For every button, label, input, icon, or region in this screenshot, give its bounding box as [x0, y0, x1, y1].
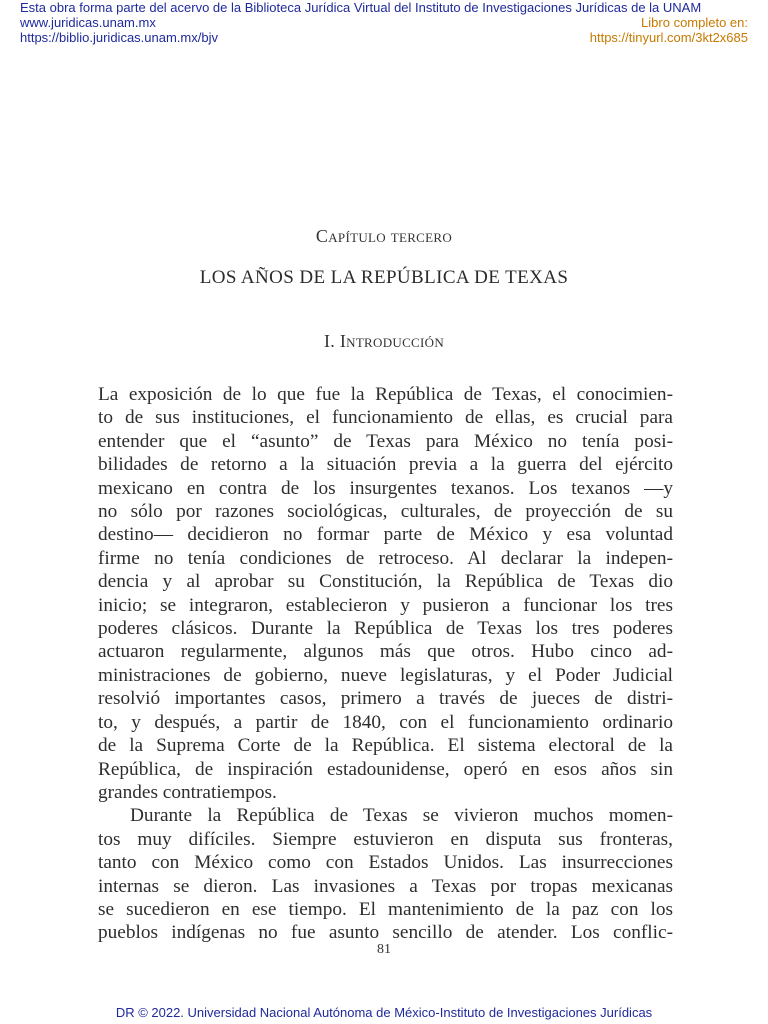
- text-line: bilidades de retorno a la situación previa a la guerra del ejército: [98, 454, 673, 476]
- text-line: tos muy difíciles. Siempre estuvieron en disputa sus fronteras,: [98, 828, 673, 850]
- text-line: se sucedieron en ese tiempo. El mantenimiento de la paz con los: [98, 898, 673, 920]
- text-line: to, y después, a partir de 1840, con el funcionamiento ordinario: [98, 711, 673, 733]
- header-notice-link[interactable]: Esta obra forma parte del acervo de la Biblioteca Jurídica Virtual del Instituto de Investigaciones Jurídicas de la UNAM: [20, 0, 702, 15]
- text-line: de la Suprema Corte de la República. El sistema electoral de la: [98, 735, 673, 757]
- library-url-link[interactable]: https://biblio.juridicas.unam.mx/bjv: [20, 30, 218, 45]
- body-text: [98, 383, 673, 945]
- header-right: [590, 15, 748, 45]
- text-line: inicio; se integraron, establecieron y pusieron a funcionar los tres: [98, 594, 673, 616]
- chapter-label: Capítulo tercero: [315, 226, 453, 246]
- text-line: poderes clásicos. Durante la República de Texas los tres poderes: [98, 618, 673, 640]
- full-book-label: Libro completo en:: [641, 15, 748, 30]
- text-line: actuaron regularmente, algunos más que otros. Hubo cinco ad-: [98, 641, 673, 663]
- text-line: pueblos indígenas no fue asunto sencillo de atender. Los conflic-: [98, 922, 673, 944]
- text-line: República, de inspiración estadounidense, operó en esos años sin: [98, 758, 673, 780]
- full-book-url-link[interactable]: https://tinyurl.com/3kt2x685: [589, 30, 748, 45]
- site-url-link[interactable]: www.juridicas.unam.mx: [20, 15, 156, 30]
- text-line: to de sus instituciones, el funcionamiento de ellas, es crucial para: [98, 407, 673, 429]
- text-line: destino— decidieron no formar parte de México y esa voluntad: [98, 524, 673, 546]
- text-line: dencia y al aprobar su Constitución, la República de Texas dio: [98, 571, 673, 593]
- page-number: 81: [377, 942, 391, 957]
- text-line: firme no tenía condiciones de retroceso. Al declarar la indepen-: [98, 547, 673, 569]
- text-line: internas se dieron. Las invasiones a Texas por tropas mexicanas: [98, 875, 673, 897]
- chapter-title: LOS AÑOS DE LA REPÚBLICA DE TEXAS: [199, 267, 569, 288]
- text-line: ministraciones de gobierno, nueve legislaturas, y el Poder Judicial: [98, 664, 673, 686]
- text-line: tanto con México como con Estados Unidos. Las insurrecciones: [98, 852, 673, 874]
- text-line: entender que el “asunto” de Texas para México no tenía posi-: [98, 430, 673, 452]
- text-line: La exposición de lo que fue la República de Texas, el conocimien-: [98, 384, 673, 405]
- text-line: Durante la República de Texas se vivieron muchos momen-: [130, 805, 673, 827]
- text-line: resolvió importantes casos, primero a través de jueces de distri-: [98, 688, 673, 710]
- copyright-footer-link[interactable]: DR © 2022. Universidad Nacional Autónoma de México-Instituto de Investigaciones Jurídicas: [115, 1005, 653, 1020]
- text-line: no sólo por razones sociológicas, culturales, de proyección de su: [98, 501, 673, 523]
- section-heading: I. Introducción: [323, 331, 445, 351]
- text-line: grandes contratiempos.: [98, 781, 277, 803]
- text-line: mexicano en contra de los insurgentes texanos. Los texanos —y: [98, 477, 673, 499]
